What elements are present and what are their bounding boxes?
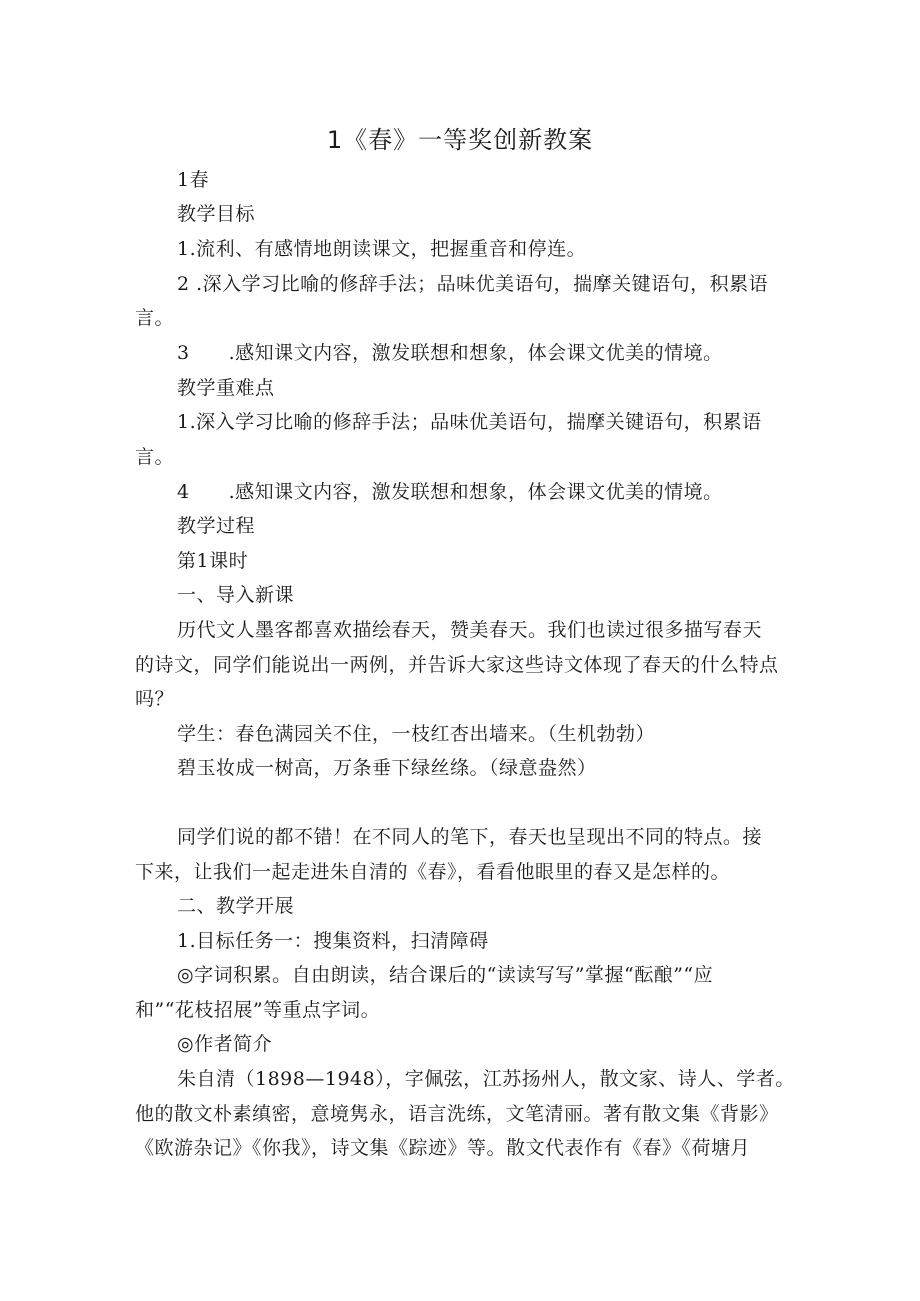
paragraph-line: ◎作者简介	[177, 1033, 273, 1055]
paragraph-line: 2 .深入学习比喻的修辞手法；品味优美语句，揣摩关键语句，积累语	[177, 273, 769, 295]
section-heading: 教学过程	[177, 515, 256, 537]
paragraph-line: 《欧游杂记》《你我》，诗文集《踪迹》等。散文代表作有《春》《荷塘月	[135, 1137, 751, 1159]
paragraph-line: ◎字词积累。自由朗读，结合课后的“读读写写”掌握“酝酿”“应	[177, 964, 714, 986]
paragraph-line: 1.深入学习比喻的修辞手法；品味优美语句，揣摩关键语句，积累语	[177, 411, 762, 433]
section-heading: 一、导入新课	[177, 584, 295, 606]
paragraph-line: 3 .感知课文内容，激发联想和想象，体会课文优美的情境。	[177, 342, 723, 364]
paragraph-line: 吗？	[135, 688, 175, 710]
paragraph-line: 4 .感知课文内容，激发联想和想象，体会课文优美的情境。	[177, 481, 723, 503]
paragraph-line: 历代文人墨客都喜欢描绘春天，赞美春天。我们也读过很多描写春天	[177, 619, 763, 641]
paragraph-line: 碧玉妆成一树高，万条垂下绿丝绦。（绿意盎然）	[177, 757, 597, 779]
paragraph-line: 1.流利、有感情地朗读课文，把握重音和停连。	[177, 238, 587, 260]
paragraph-line: 言。	[135, 446, 175, 468]
paragraph-line: 他的散文朴素缜密，意境隽永，语言洗练，文笔清丽。著有散文集《背影》	[135, 1103, 779, 1125]
paragraph-line: 和”“花枝招展”等重点字词。	[135, 999, 381, 1021]
section-heading: 二、教学开展	[177, 895, 295, 917]
paragraph-line: 朱自清（1898—1948），字佩弦，江苏扬州人，散文家、诗人、学者。	[177, 1068, 795, 1090]
section-heading: 第1课时	[177, 550, 249, 572]
paragraph-line: 同学们说的都不错！在不同人的笔下，春天也呈现出不同的特点。接	[177, 826, 763, 848]
section-heading: 教学目标	[177, 203, 256, 225]
paragraph-line: 言。	[135, 307, 175, 329]
paragraph-line: 学生：春色满园关不住，一枝红杏出墙来。（生机勃勃）	[177, 723, 656, 745]
paragraph-line: 1.目标任务一：搜集资料，扫清障碍	[177, 930, 489, 952]
paragraph-line: 下来，让我们一起走进朱自清的《春》，看看他眼里的春又是怎样的。	[135, 861, 731, 883]
paragraph-line: 的诗文，同学们能说出一两例，并告诉大家这些诗文体现了春天的什么特点	[135, 654, 779, 676]
section-heading: 教学重难点	[177, 377, 275, 399]
document-title: 1《春》一等奖创新教案	[326, 126, 594, 154]
paragraph-line: 1春	[177, 169, 210, 191]
